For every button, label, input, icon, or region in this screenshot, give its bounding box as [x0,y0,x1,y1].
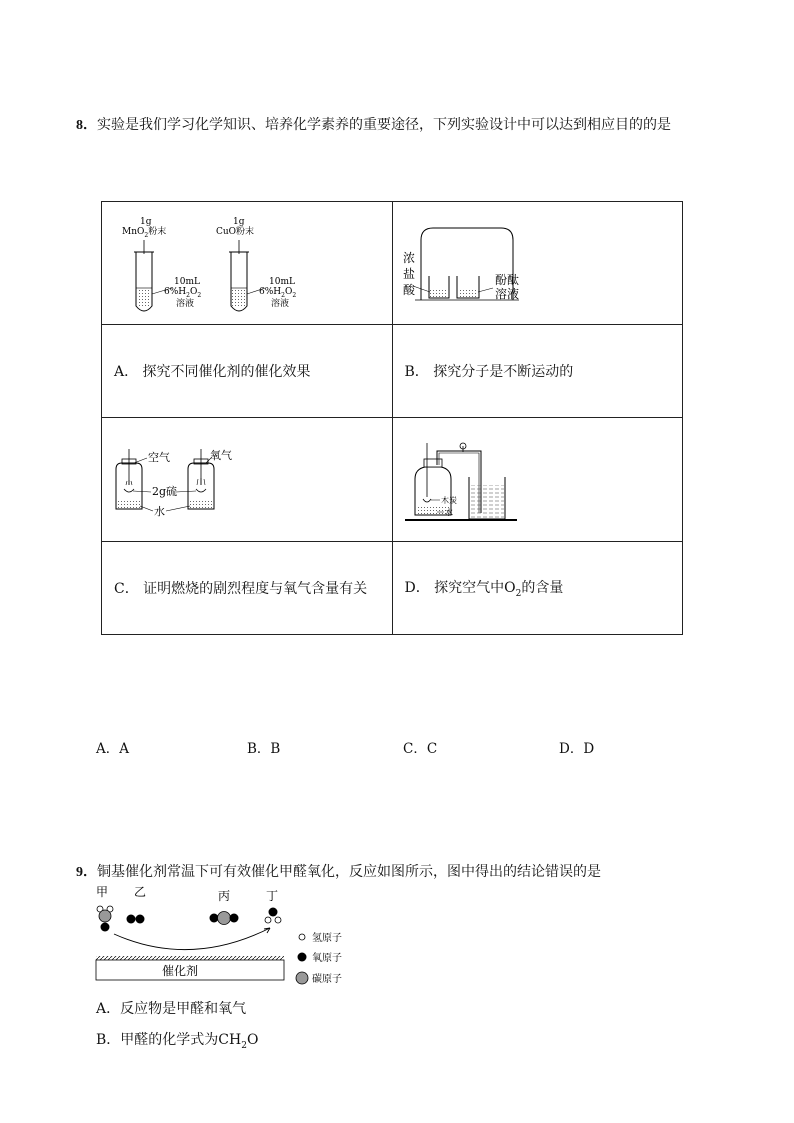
tube2-mass: 1g [233,217,245,228]
option-a-label: A． 探究不同催化剂的催化效果 [114,364,311,381]
label-charcoal: 木炭 [440,495,457,505]
oxygen-molecule [127,915,136,924]
water-molecule [269,908,278,917]
option-c-label: C． 证明燃烧的剧烈程度与氧气含量有关 [114,580,368,597]
legend-h-icon [299,934,305,940]
figure-c-cell [102,418,393,541]
tube2-liquid-word: 溶液 [271,299,290,310]
tube1-liquid-conc: $6\%H_2O_2$ [164,287,202,300]
legend-o-icon [298,953,307,962]
figure-c [102,419,392,541]
q9-reaction-figure [90,882,370,990]
option-d-cell [392,541,683,634]
label-sulfur: 2g硫 [152,484,178,498]
phenolphthalein-1: 酚酞 [494,273,519,288]
label-water: 水 [154,504,165,518]
legend-h: 氢原子 [312,933,342,944]
q9-stem [76,861,601,881]
figure-b-cell [392,202,683,325]
figure-a [102,202,392,324]
formaldehyde-molecule [99,910,111,922]
phenolphthalein-2: 溶液 [494,287,519,302]
conc-hcl-1: 浓 [402,251,415,266]
legend-c-icon [296,972,308,984]
label-air: 空气 [148,450,170,464]
q8-stem-text: 实验是我们学习化学知识、培养化学素养的重要途径，下列实验设计中可以达到相应目的的是 [97,117,671,133]
q9-stem-text: 铜基催化剂常温下可有效催化甲醛氧化，反应如图所示，图中得出的结论错误的是 [97,864,601,880]
q9-number: 9． [76,865,97,880]
tube1-liquid-vol: 10mL [174,277,200,288]
choice-c[interactable]: C．C [403,741,438,757]
figure-a-cell [102,202,393,325]
legend-o: 氧原子 [312,953,342,964]
label-ding: 丁 [266,889,279,903]
figure-b [393,202,683,324]
q8-stem [76,114,671,134]
label-yi: 乙 [134,885,147,899]
choice-b[interactable]: B．B [247,741,281,757]
option-b-label: B． 探究分子是不断运动的 [404,364,574,381]
q8-number: 8． [76,118,97,133]
label-oxygen: 氧气 [210,448,232,462]
option-c-cell [102,541,393,634]
option-b-cell [392,325,683,418]
q9-option-a[interactable]: A．反应物是甲醛和氧气 [96,1001,247,1017]
choice-a[interactable]: A．A [96,741,129,757]
experiment-table [101,201,683,635]
conc-hcl-3: 酸 [402,283,415,298]
conc-hcl-2: 盐 [402,267,415,282]
label-catalyst: 催化剂 [162,964,199,978]
option-d-label: D． 探究空气中$O_2$的含量 [404,579,564,599]
tube2-powder: CuO粉末 [216,227,255,238]
tube1-powder: MnO$_2$粉末 [122,227,167,240]
reaction-arrow [114,928,270,950]
figure-d-cell [392,418,683,541]
legend-c: 碳原子 [312,974,342,985]
label-water-d: 水 [444,507,453,517]
figure-d [393,419,683,541]
label-bing: 丙 [218,889,231,903]
tube2-liquid-vol: 10mL [269,277,295,288]
label-jia: 甲 [96,885,109,899]
option-a-cell [102,325,393,418]
choice-d[interactable]: D．D [559,741,595,757]
tube2-liquid-conc: $6\%H_2O_2$ [259,287,297,300]
tube1-liquid-word: 溶液 [176,299,195,310]
q9-option-b[interactable]: B．甲醛的化学式为$CH_2O$ [96,1032,259,1051]
tube1-mass: 1g [140,217,152,228]
